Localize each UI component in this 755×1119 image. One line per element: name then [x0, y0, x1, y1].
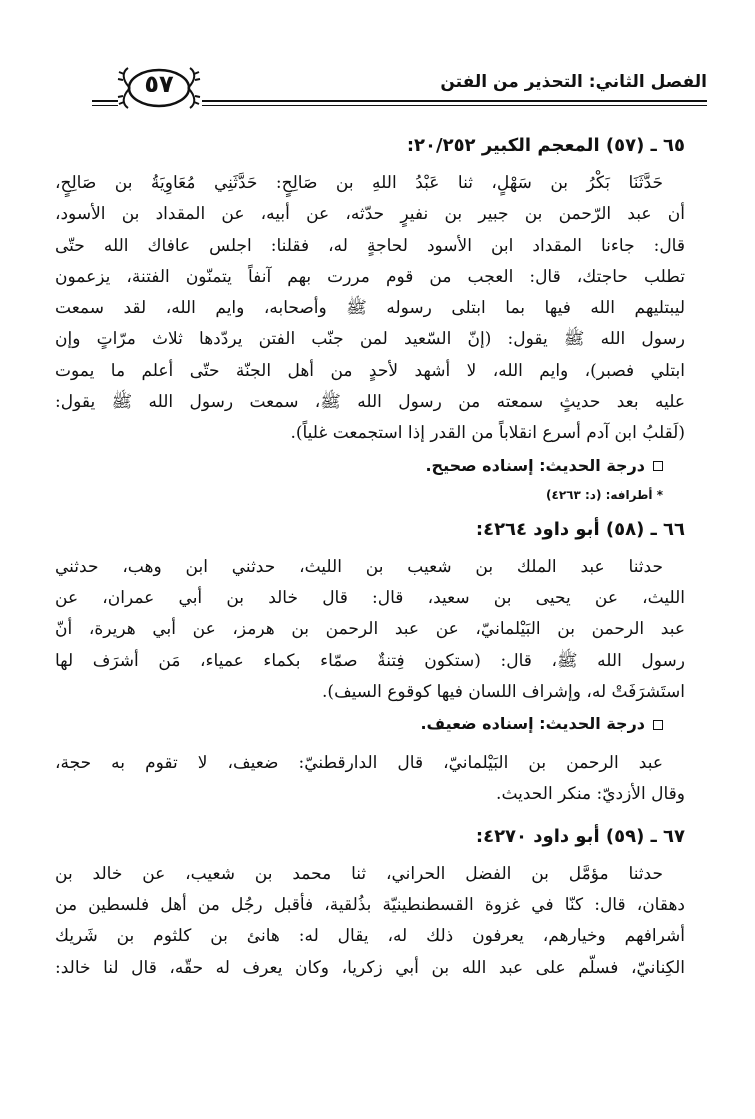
text-line: عبد الرحمن بن البَيْلمانيّ، عن عبد الرحمن بن هرمز، عن أبي هريرة، أنّ [55, 619, 685, 640]
spacer [55, 811, 685, 819]
text-line: قال: جاءنا المقداد ابن الأسود لحاجةٍ له، فقلنا: اجلس عافاك الله حتّى [55, 235, 685, 256]
square-bullet-icon [653, 461, 663, 471]
square-bullet-icon [653, 720, 663, 730]
text-line: عليه بعد حديثٍ سمعته من رسول الله ﷺ، سمعت رسول الله ﷺ يقول: [55, 392, 685, 413]
page-header [92, 58, 707, 118]
entry-heading: ٦٦ ـ (٥٨) أبو داود ٤٢٦٤: [475, 518, 685, 540]
text-line: أشرافهم وخيارهم، يعرفون ذلك له، يقال له: هانئ بن كلثوم بن شَريك [55, 926, 685, 947]
entry-heading: ٦٥ ـ (٥٧) المعجم الكبير ٢٠/٢٥٢: [406, 135, 685, 156]
grade-text: درجة الحديث: إسناده ضعيف. [420, 714, 645, 734]
page-body [55, 128, 685, 984]
text-line: استَشرَفَتْ له، وإشراف اللسان فيها كوقوع السيف). [322, 681, 685, 702]
hadith-references: * أطرافه: (د: ٤٢٦٣) [546, 487, 663, 502]
header-rule-left [92, 100, 118, 102]
header-rule-thin [202, 105, 707, 106]
text-line: أن عبد الرّحمن بن جبير بن نفيرٍ حدّثه، عن أبيه، عن المقداد بن الأسود، [55, 204, 685, 225]
text-line: ابتلي فصبر)، وايم الله، لا أشهد لأحدٍ من أهل الجنّة حتّى أعلم ما يموت [55, 360, 685, 381]
text-line: دهقان، قال: كنّا في غزوة القسطنطينيّة بذُلقية، فأقبل رجُل من أهل فلسطين من [55, 895, 685, 916]
note-line: وقال الأزديّ: منكر الحديث. [496, 784, 685, 805]
header-rule [202, 100, 707, 102]
text-line: رسول الله ﷺ، قال: (ستكون فِتنةٌ صمّاء بكماء عمياء، مَن أشرَف لها [55, 650, 685, 671]
header-rule-left-thin [92, 105, 118, 106]
hadith-grade [55, 450, 685, 482]
grade-text: درجة الحديث: إسناده صحيح. [425, 455, 645, 475]
text-line: الليث، عن يحيى بن سعيد، قال: قال خالد بن أبي عمران، عن [55, 587, 685, 608]
text-line: (لَقلبُ ابن آدم أسرع انقلاباً من القدر إذا استجمعت غلياً). [290, 423, 685, 444]
text-line: ليبتليهم الله فيها بما ابتلى رسوله ﷺ وأصحابه، وايم الله، لقد سمعت [55, 298, 685, 319]
page-number: ٥٧ [144, 70, 174, 98]
text-line: تطلب حاجتك، قال: العجب من قوم مررت بهم آنفاً يتمنّون الفتنة، يزعمون [55, 266, 685, 287]
running-title: الفصل الثاني: التحذير من الفتن [440, 72, 707, 92]
text-line: حَدَّثَنَا بَكْرُ بن سَهْلٍ، ثنا عَبْدُ اللهِ بن صَالِحٍ: حَدَّثَنِي مُعَاوِيَةُ بن صَالِحٍ، [55, 173, 663, 193]
note-line: عبد الرحمن بن البَيْلمانيّ، قال الدارقطنيّ: ضعيف، لا تقوم به حجة، [55, 753, 663, 774]
text-line: الكِنانيّ، فسلّم على عبد الله بن أبي زكريا، وكان يعرف له حقّه، قال لنا خالد: [55, 957, 685, 978]
text-line: رسول الله ﷺ يقول: (إنّ السّعيد لمن جنّب الفتن يردّدها ثلاث مرّاتٍ وإن [55, 329, 685, 350]
entry-heading: ٦٧ ـ (٥٩) أبو داود ٤٢٧٠: [475, 825, 685, 847]
hadith-grade [55, 708, 685, 740]
text-line: حدثنا مؤمَّل بن الفضل الحراني، ثنا محمد بن شعيب، عن خالد بن [55, 863, 663, 884]
text-line: حدثنا عبد الملك بن شعيب بن الليث، حدثني ابن وهب، حدثني [55, 556, 663, 577]
spacer [55, 740, 685, 748]
